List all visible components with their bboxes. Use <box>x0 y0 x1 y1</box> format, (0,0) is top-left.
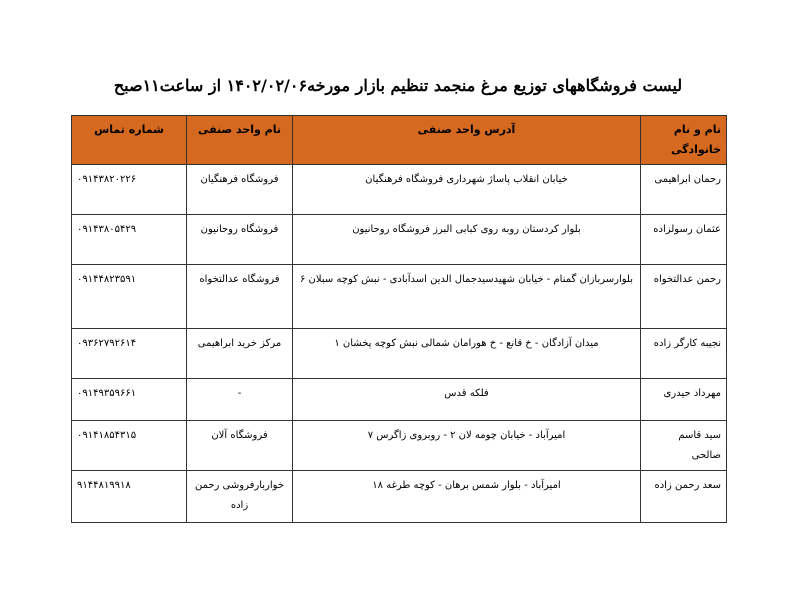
cell-name: رحمان ابراهیمی <box>641 165 727 215</box>
cell-name: مهرداد حیدری <box>641 379 727 421</box>
stores-table <box>71 115 727 523</box>
table-header-row <box>72 116 727 165</box>
cell-name: سید قاسم صالحی <box>641 421 727 471</box>
cell-address: میدان آزادگان - خ قانع - خ هورامان شمالی نبش کوچه پخشان ۱ <box>293 329 641 379</box>
document-title: لیست فروشگاههای توزیع مرغ منجمد تنظیم بازار مورخه۱۴۰۲/۰۲/۰۶ از ساعت۱۱صبح <box>113 76 683 95</box>
header-shop: نام واحد صنفی <box>187 116 293 165</box>
table-row <box>72 215 727 265</box>
cell-shop: مرکز خرید ابراهیمی <box>187 329 293 379</box>
cell-address: خیابان انقلاب پاساژ شهرداری فروشگاه فرهنگیان <box>293 165 641 215</box>
cell-address: امیرآباد - خیابان چومه لان ۲ - روبروی زاگرس ۷ <box>293 421 641 471</box>
header-address: آدرس واحد صنفی <box>293 116 641 165</box>
cell-name: سعد رحمن زاده <box>641 471 727 523</box>
header-phone: شماره تماس <box>72 116 187 165</box>
cell-phone: ۹۱۴۴۸۱۹۹۱۸ <box>72 471 187 523</box>
cell-address: بلوارسربازان گمنام - خیابان شهیدسیدجمال الدین اسدآبادی - نبش کوچه سبلان ۶ <box>293 265 641 329</box>
cell-address: بلوار کردستان روبه روی کبابی البرز فروشگاه روحانیون <box>293 215 641 265</box>
cell-phone: ۰۹۳۶۲۷۹۲۶۱۴ <box>72 329 187 379</box>
table-row <box>72 329 727 379</box>
cell-name: عثمان رسولزاده <box>641 215 727 265</box>
table-row <box>72 421 727 471</box>
cell-phone: ۰۹۱۴۳۸۲۰۲۲۶ <box>72 165 187 215</box>
table-row <box>72 471 727 523</box>
cell-name: نجیبه کارگر زاده <box>641 329 727 379</box>
cell-name: رحمن عدالتخواه <box>641 265 727 329</box>
cell-shop: فروشگاه فرهنگیان <box>187 165 293 215</box>
table-row <box>72 265 727 329</box>
cell-shop: - <box>187 379 293 421</box>
cell-shop: فروشگاه روحانیون <box>187 215 293 265</box>
cell-shop: فروشگاه آلان <box>187 421 293 471</box>
cell-phone: ۰۹۱۴۳۸۰۵۴۲۹ <box>72 215 187 265</box>
cell-address: فلکه قدس <box>293 379 641 421</box>
cell-phone: ۰۹۱۴۴۸۲۳۵۹۱ <box>72 265 187 329</box>
cell-shop: فروشگاه عدالتخواه <box>187 265 293 329</box>
cell-phone: ۰۹۱۴۱۸۵۴۳۱۵ <box>72 421 187 471</box>
cell-shop: خواربارفروشی رحمن زاده <box>187 471 293 523</box>
table-row <box>72 165 727 215</box>
header-name: نام و نام خانوادگی <box>641 116 727 165</box>
cell-address: امیرآباد - بلوار شمس برهان - کوچه طرغه ۱۸ <box>293 471 641 523</box>
cell-phone: ۰۹۱۴۹۳۵۹۶۶۱ <box>72 379 187 421</box>
table-row <box>72 379 727 421</box>
